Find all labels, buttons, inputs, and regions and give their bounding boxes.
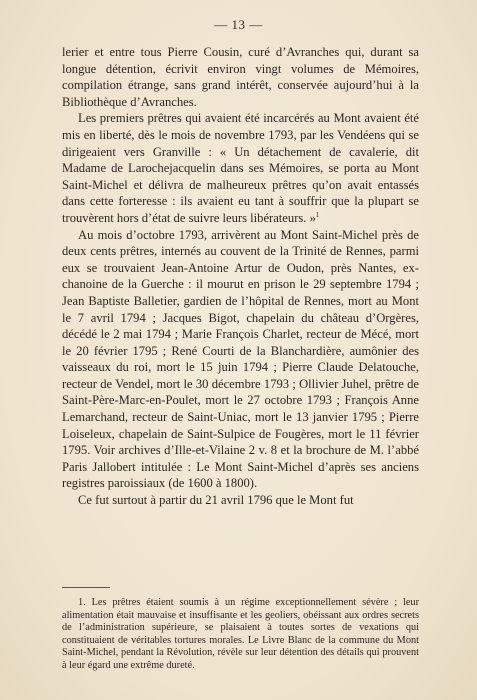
footnote-divider bbox=[62, 587, 110, 588]
main-text bbox=[62, 44, 419, 509]
footnote-reference: 1 bbox=[315, 210, 320, 219]
footnote bbox=[62, 597, 419, 673]
page-number: — 13 — bbox=[214, 17, 263, 32]
paragraph: Ce fut surtout à partir du 21 avril 1796 que le Mont fut bbox=[78, 493, 354, 508]
paragraph-text: Les premiers prêtres qui avaient été incarcérés au Mont avaient été mis en liberté, dès le mois de novembre 1793, par les Vendéens qui se dirigeaient vers Granville : « Un détachement de cavalerie, dit Madame de Larochejacquelin dans ses Mémoires, se porta au Mont Saint-Michel et délivra de malheureux prêtres qu’on avait entassés dans cette forteresse : ils avaient eu tant à souffrir que la plupart se trouvèrent hors d’état de suivre leurs libérateurs. » bbox=[62, 111, 419, 225]
footnote-text: 1. Les prêtres étaient soumis à un régime exceptionnellement sévère ; leur alimentation était mauvaise et insuffisante et les geoliers, obéissant aux ordres secrets de l’administration supérieure, se plaisaient à toutes sortes de vexations qui constituaient de véritables tortures morales. Le Livre Blanc de la commune du Mont Saint-Michel, pendant la Révolution, révèle sur leur détention des détails qui prouvent à leur égard une extrême dureté. bbox=[62, 597, 419, 671]
paragraph: lerier et entre tous Pierre Cousin, curé d’Avranches qui, durant sa longue détention, écrivit environ vingt volumes de Mémoires, compilation étrange, sans grand intérêt, conservée aujourd’hui à la Bibliothèque d’Avranches. bbox=[62, 45, 419, 109]
paragraph: Au mois d’octobre 1793, arrivèrent au Mont Saint-Michel près de deux cents prêtres, internés au couvent de la Trinité de Rennes, parmi eux se trouvaient Jean-Antoine Artur de Oudon, près Nantes, ex-chanoine de la Guerche : il mourut en prison le 29 septembre 1794 ; Jean Baptiste Balletier, gardien de l’hôpital de Rennes, mort au Mont le 7 avril 1794 ; Jacques Bigot, chapelain du château d’Orgères, décédé le 2 mai 1794 ; Marie François Charlet, recteur de Mécé, mort le 20 février 1795 ; René Courti de la Blanchardière, aumônier des vaisseaux du roi, mort le 15 juin 1794 ; Pierre Claude Delatouche, recteur de Vendel, mort le 30 décembre 1793 ; Ollivier Juhel, prêtre de Saint-Père-Marc-en-Poulet, mort le 27 octobre 1793 ; François Anne Lemarchand, recteur de Saint-Uniac, mort le 13 janvier 1795 ; Pierre Loiseleux, chapelain de Saint-Sulpice de Fougères, mort le 11 février 1795. Voir archives d’Ille-et-Vilaine 2 v. 8 et la brochure de M. l’abbé Paris Jallobert intitulée : Le Mont Saint-Michel d’après ses anciens registres paroissiaux (de 1600 à 1800). bbox=[62, 227, 419, 491]
paragraph bbox=[62, 110, 419, 226]
